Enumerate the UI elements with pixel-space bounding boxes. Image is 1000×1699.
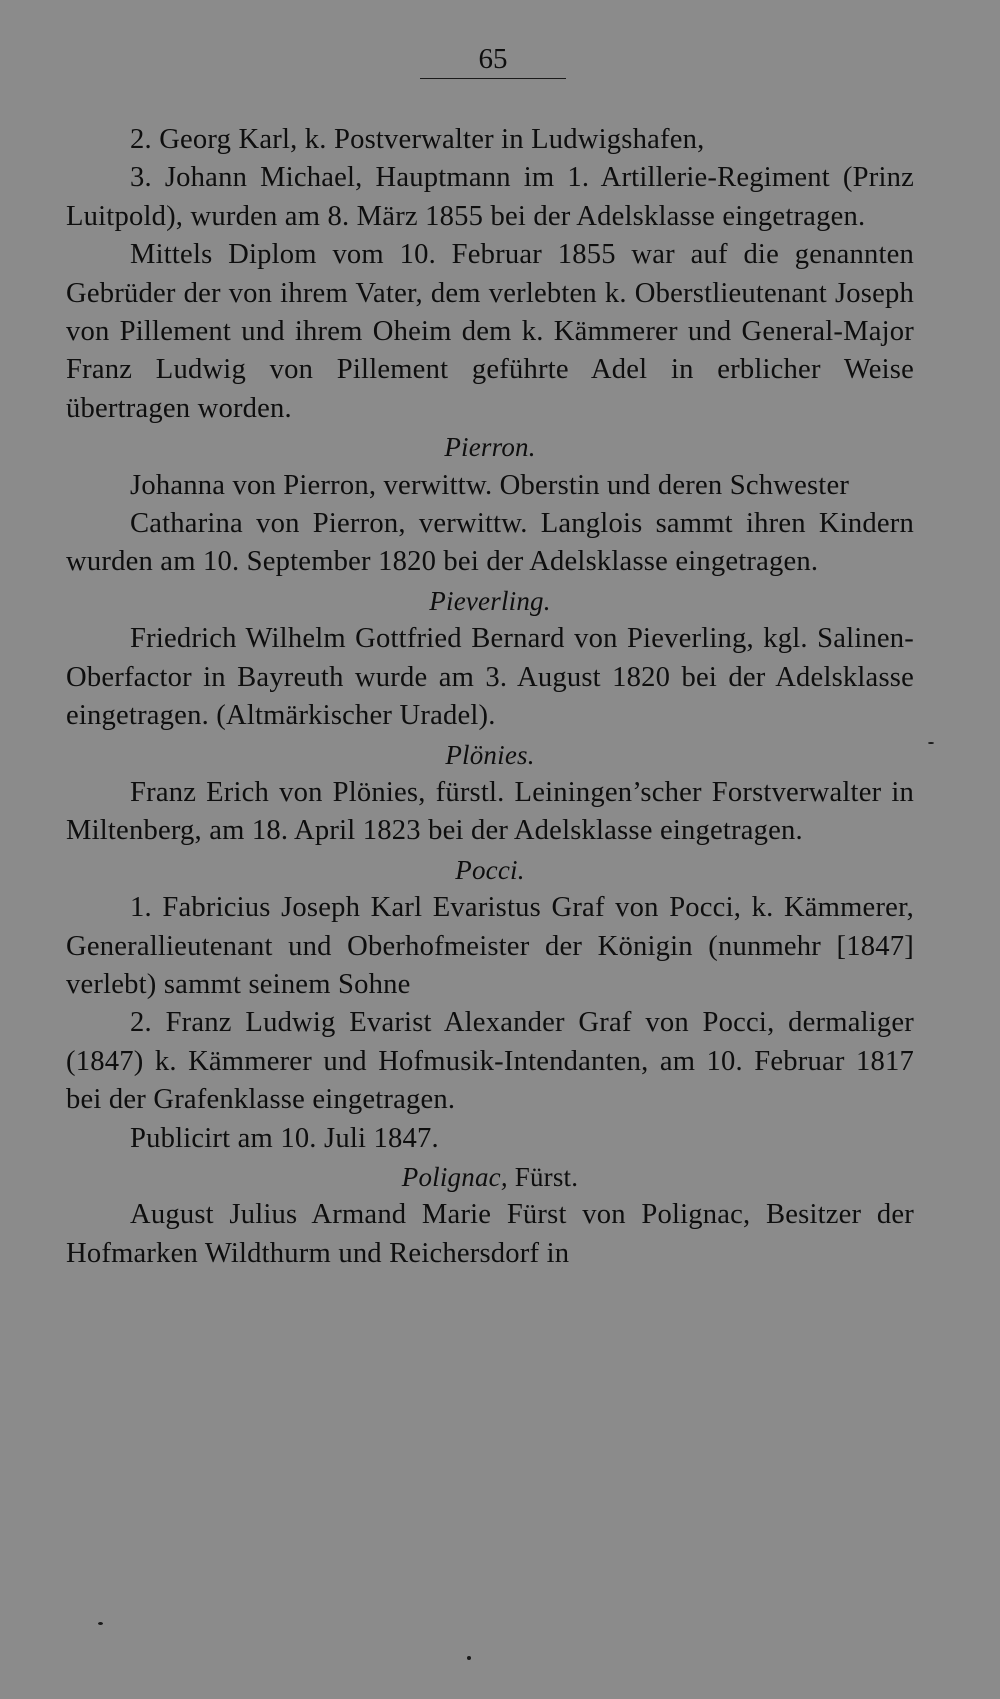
scan-speck — [98, 1622, 103, 1625]
scan-speck — [928, 742, 934, 744]
entry-paragraph: Franz Erich von Plönies, fürstl. Leiningen’scher Forstverwalter in Miltenberg, am 18. April 1823 bei der Adelsklasse eingetragen. — [66, 776, 914, 847]
section-heading-pocci: Pocci. — [455, 854, 525, 885]
entry-paragraph: Mittels Diplom vom 10. Februar 1855 war auf die genannten Gebrüder der von ihrem Vater, dem verlebten k. Oberstlieutenant Joseph von Pillement und ihrem Oheim dem k. Kämmerer und General-Major Franz Ludwig von Pillement geführte Adel in erblicher Weise übertragen worden. — [66, 239, 914, 424]
entry-paragraph: Johanna von Pierron, verwittw. Oberstin und deren Schwester — [130, 469, 850, 501]
entry-paragraph: 2. Georg Karl, k. Postverwalter in Ludwigshafen, — [130, 124, 705, 155]
entry-paragraph: Publicirt am 10. Juli 1847. — [130, 1122, 439, 1154]
page-body — [66, 121, 914, 1273]
section-heading-pierron: Pierron. — [444, 432, 536, 463]
entry-paragraph: 1. Fabricius Joseph Karl Evaristus Graf von Pocci, k. Kämmerer, Generallieutenant und Oberhofmeister der Königin (nunmehr [1847] verlebt) sammt seinem Sohne — [66, 892, 914, 1000]
section-heading-polignac — [66, 1158, 914, 1196]
section-heading-plonies: Plönies. — [445, 739, 535, 770]
entry-paragraph: 2. Franz Ludwig Evarist Alexander Graf von Pocci, dermaliger (1847) k. Kämmerer und Hofmusik-Intendanten, am 10. Februar 1817 bei der Grafenklasse eingetragen. — [66, 1007, 914, 1116]
section-heading-pieverling: Pieverling. — [429, 585, 551, 616]
section-heading-polignac-title: Fürst. — [507, 1161, 579, 1192]
entry-paragraph: Friedrich Wilhelm Gottfried Bernard von Pieverling, kgl. Salinen-Oberfactor in Bayreuth wurde am 3. August 1820 bei der Adelsklasse eingetragen. (Altmärkischer Uradel). — [66, 623, 914, 732]
scan-speck — [467, 1656, 471, 1660]
entry-paragraph: August Julius Armand Marie Fürst von Polignac, Besitzer der Hofmarken Wildthurm und Reichersdorf in — [66, 1199, 914, 1269]
entry-paragraph: Catharina von Pierron, verwittw. Langlois sammt ihren Kindern wurden am 10. September 1820 bei der Adelsklasse eingetragen. — [66, 508, 914, 578]
section-heading-polignac-name: Polignac, — [401, 1161, 508, 1192]
entry-paragraph: 3. Johann Michael, Hauptmann im 1. Artillerie-Regiment (Prinz Luitpold), wurden am 8. März 1855 bei der Adelsklasse eingetragen. — [66, 162, 914, 232]
page-number: 65 — [420, 40, 566, 79]
